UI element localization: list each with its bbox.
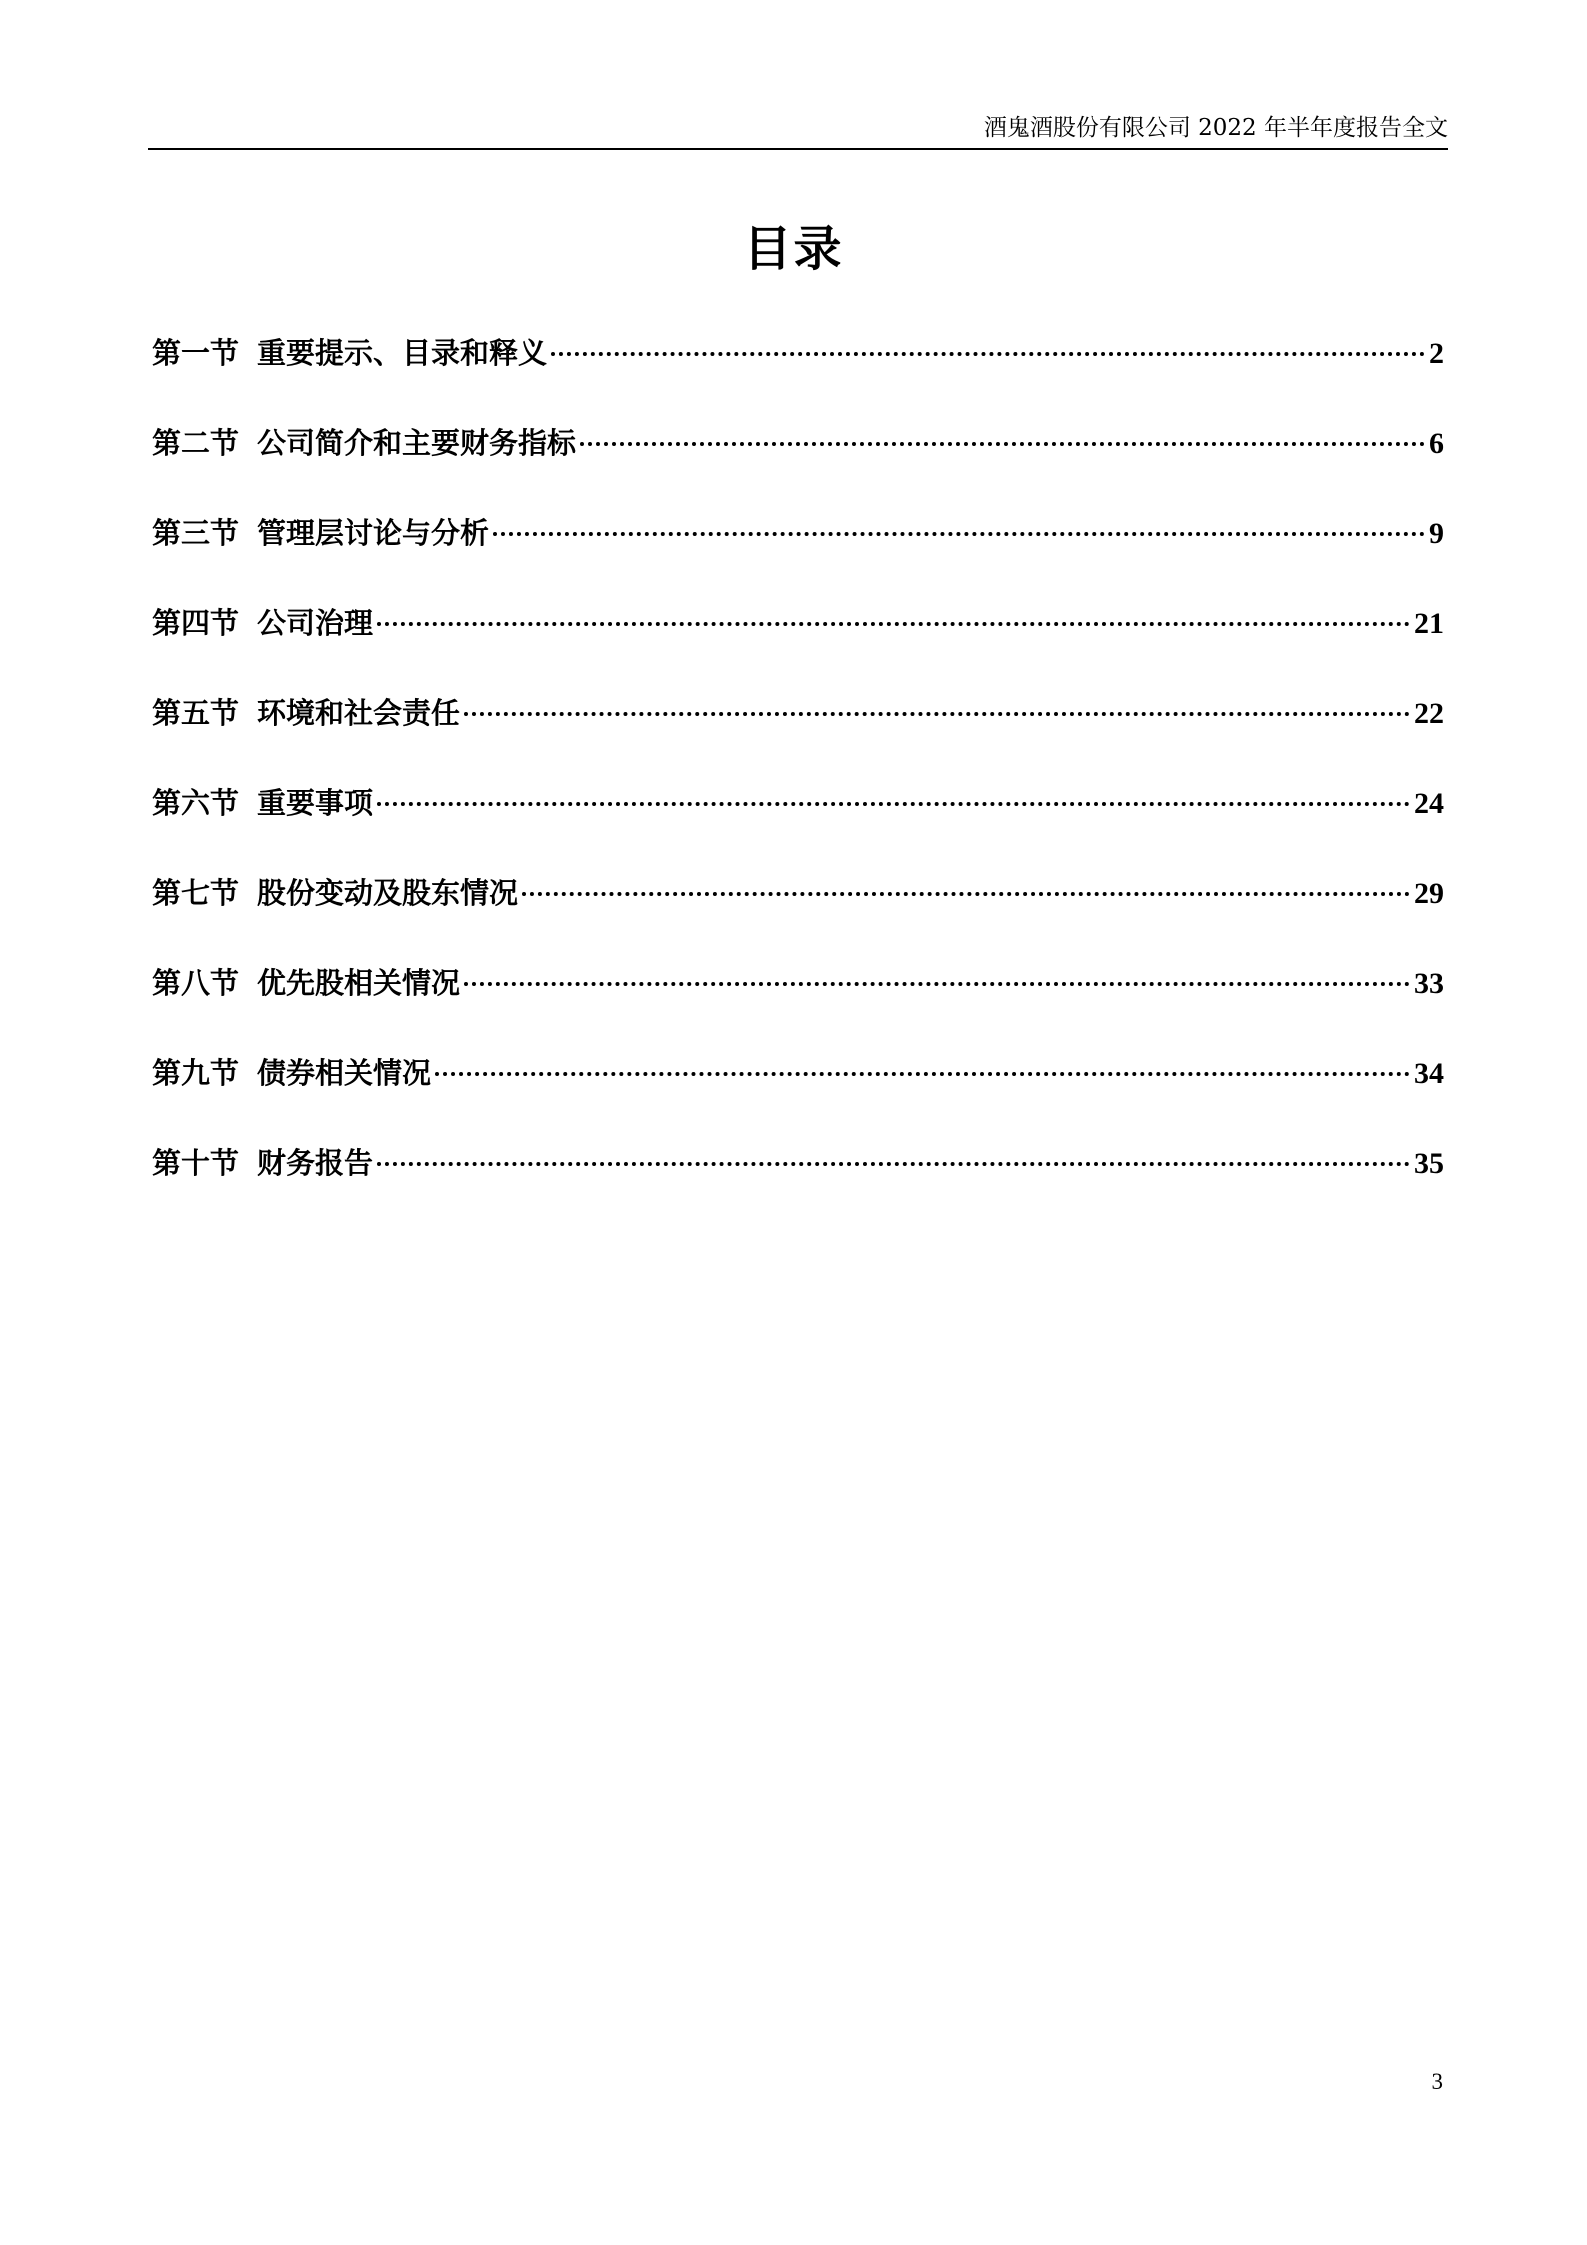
toc-item-9[interactable] xyxy=(152,1045,1444,1135)
toc-dot-leader xyxy=(435,1072,1410,1076)
header-text: 酒鬼酒股份有限公司 2022 年半年度报告全文 xyxy=(983,115,1448,141)
toc-heading: 债券相关情况 xyxy=(257,1056,432,1090)
toc-dot-leader xyxy=(493,532,1425,536)
toc-item-6[interactable] xyxy=(152,775,1444,865)
toc-page-number: 33 xyxy=(1414,967,1444,1000)
toc-item-7[interactable] xyxy=(152,865,1444,955)
toc-page-number: 9 xyxy=(1429,517,1444,550)
toc-section-label: 第四节 xyxy=(152,606,240,640)
toc-page-number: 6 xyxy=(1429,427,1444,460)
toc-heading: 公司治理 xyxy=(257,606,374,640)
toc-section-label: 第三节 xyxy=(152,516,240,550)
toc-dot-leader xyxy=(551,352,1425,356)
toc-section-label: 第七节 xyxy=(152,876,240,910)
toc-heading: 公司简介和主要财务指标 xyxy=(257,426,577,460)
toc-dot-leader xyxy=(580,442,1425,446)
toc-dot-leader xyxy=(377,802,1410,806)
toc-item-10[interactable] xyxy=(152,1135,1444,1225)
toc-section-label: 第八节 xyxy=(152,966,240,1000)
toc-heading: 重要提示、目录和释义 xyxy=(257,336,548,370)
toc-dot-leader xyxy=(464,982,1410,986)
page-number: 3 xyxy=(1431,2069,1443,2094)
toc-page-number: 21 xyxy=(1414,607,1444,640)
toc-heading: 环境和社会责任 xyxy=(257,696,461,730)
toc-section-label: 第五节 xyxy=(152,696,240,730)
toc-page-number: 22 xyxy=(1414,697,1444,730)
toc-item-8[interactable] xyxy=(152,955,1444,1045)
toc-page-number: 29 xyxy=(1414,877,1444,910)
toc-heading: 优先股相关情况 xyxy=(257,966,461,1000)
page-header xyxy=(148,110,1448,150)
toc-heading: 管理层讨论与分析 xyxy=(257,516,490,550)
toc-dot-leader xyxy=(377,622,1410,626)
toc-section-label: 第六节 xyxy=(152,786,240,820)
toc-page-number: 2 xyxy=(1429,337,1444,370)
toc-item-3[interactable] xyxy=(152,505,1444,595)
toc-page-number: 34 xyxy=(1414,1057,1444,1090)
toc-heading: 财务报告 xyxy=(257,1146,374,1180)
toc-item-1[interactable] xyxy=(152,325,1444,415)
toc-item-5[interactable] xyxy=(152,685,1444,775)
toc-heading: 股份变动及股东情况 xyxy=(257,876,519,910)
toc-item-2[interactable] xyxy=(152,415,1444,505)
toc-dot-leader xyxy=(464,712,1410,716)
table-of-contents xyxy=(152,325,1444,1225)
toc-dot-leader xyxy=(522,892,1410,896)
toc-item-4[interactable] xyxy=(152,595,1444,685)
page-title: 目录 xyxy=(743,221,844,277)
toc-section-label: 第一节 xyxy=(152,336,240,370)
toc-dot-leader xyxy=(377,1162,1410,1166)
toc-section-label: 第九节 xyxy=(152,1056,240,1090)
toc-page-number: 35 xyxy=(1414,1147,1444,1180)
toc-section-label: 第十节 xyxy=(152,1146,240,1180)
toc-heading: 重要事项 xyxy=(257,786,374,820)
toc-page-number: 24 xyxy=(1414,787,1444,820)
toc-section-label: 第二节 xyxy=(152,426,240,460)
